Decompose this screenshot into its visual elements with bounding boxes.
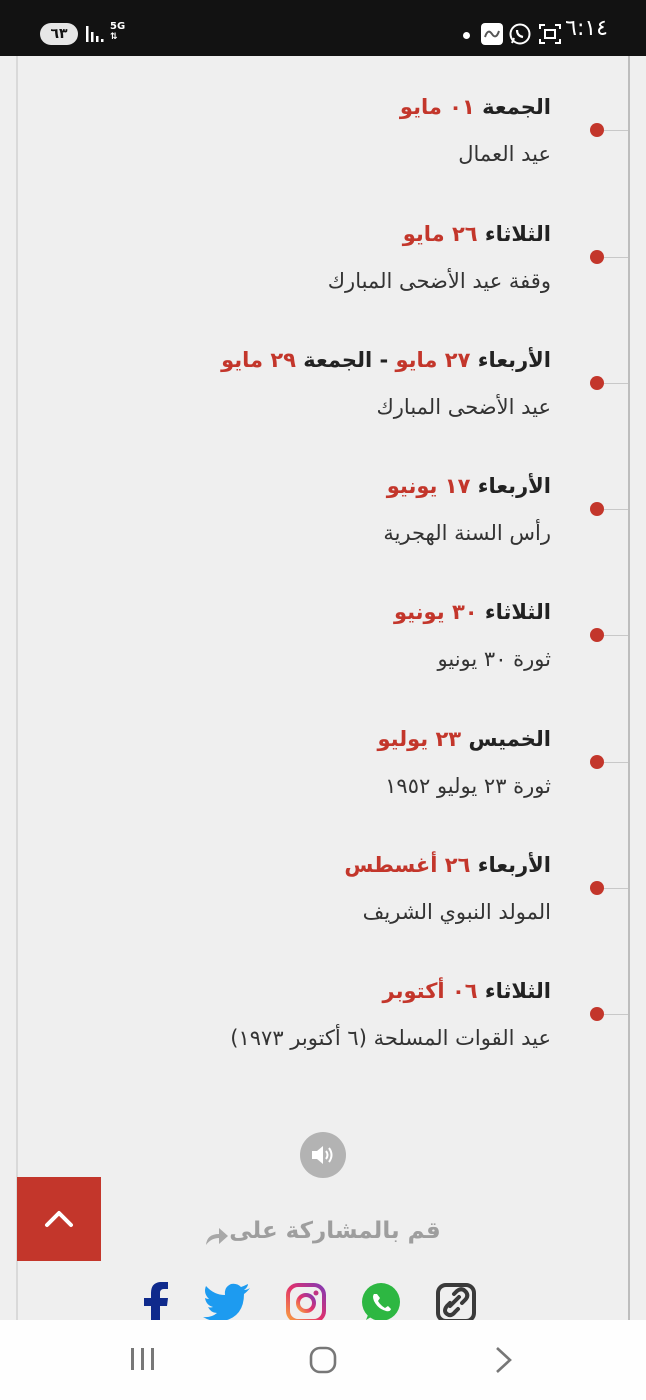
signal-icon xyxy=(86,24,106,44)
scroll-to-top-button[interactable] xyxy=(17,1177,101,1261)
timeline-connector xyxy=(604,383,628,384)
back-icon[interactable] xyxy=(492,1346,516,1374)
timeline-connector xyxy=(604,130,628,131)
holiday-name: المولد النبوي الشريف xyxy=(362,900,551,924)
timeline-marker xyxy=(590,628,604,642)
holiday-item xyxy=(31,977,551,1052)
holiday-date: الجمعة ٠١ مايو xyxy=(399,95,551,119)
holiday-name: وقفة عيد الأضحى المبارك xyxy=(327,269,551,293)
holiday-name: عيد القوات المسلحة (٦ أكتوبر ١٩٧٣) xyxy=(230,1026,551,1050)
screenshot-icon xyxy=(538,22,562,46)
timeline-marker xyxy=(590,1007,604,1021)
holiday-name: عيد العمال xyxy=(458,142,551,166)
system-navigation-bar xyxy=(0,1320,646,1400)
network-type: 5G ⇅ xyxy=(110,21,126,42)
holiday-date: الخميس ٢٣ يوليو xyxy=(377,727,551,751)
clock: ٦:١٤ xyxy=(565,16,608,41)
timeline-connector xyxy=(604,1014,628,1015)
holiday-item xyxy=(31,725,551,800)
timeline-marker xyxy=(590,123,604,137)
holiday-date: الثلاثاء ٣٠ يونيو xyxy=(393,600,551,624)
timeline-marker xyxy=(590,881,604,895)
whatsapp-icon[interactable] xyxy=(360,1282,402,1324)
twitter-icon[interactable] xyxy=(202,1282,252,1324)
status-bar xyxy=(0,0,646,56)
whatsapp-status-icon xyxy=(508,22,532,46)
speaker-icon xyxy=(309,1143,337,1167)
holiday-date: الأربعاء ٢٦ أغسطس xyxy=(344,853,551,877)
timeline-line xyxy=(628,56,630,1320)
chevron-up-icon xyxy=(44,1209,74,1229)
app-logo-icon xyxy=(480,22,504,46)
facebook-icon[interactable] xyxy=(142,1282,170,1324)
timeline-marker xyxy=(590,376,604,390)
notification-dot-icon xyxy=(463,32,470,39)
listen-audio-button[interactable] xyxy=(300,1132,346,1178)
holiday-date: الثلاثاء ٠٦ أكتوبر xyxy=(382,979,551,1003)
copy-link-icon[interactable] xyxy=(435,1282,477,1324)
timeline-marker xyxy=(590,502,604,516)
holiday-name: ثورة ٢٣ يوليو ١٩٥٢ xyxy=(385,774,551,798)
holiday-date: الأربعاء ٢٧ مايو - الجمعة ٢٩ مايو xyxy=(221,348,551,372)
holiday-date: الأربعاء ١٧ يونيو xyxy=(386,474,551,498)
timeline-connector xyxy=(604,888,628,889)
share-label: قم بالمشاركة على xyxy=(229,1218,441,1244)
recent-apps-icon[interactable] xyxy=(128,1346,158,1372)
home-icon[interactable] xyxy=(308,1346,338,1374)
holiday-date: الثلاثاء ٢٦ مايو xyxy=(402,222,551,246)
battery-indicator: ٦٣ xyxy=(40,23,78,45)
timeline-connector xyxy=(604,635,628,636)
holiday-name: رأس السنة الهجرية xyxy=(383,521,551,545)
holiday-item xyxy=(31,472,551,547)
timeline-connector xyxy=(604,509,628,510)
content-frame-border xyxy=(16,56,18,1320)
holiday-item xyxy=(31,851,551,926)
timeline-marker xyxy=(590,250,604,264)
holiday-item xyxy=(31,598,551,673)
timeline-marker xyxy=(590,755,604,769)
holiday-name: ثورة ٣٠ يونيو xyxy=(437,647,551,671)
holiday-item xyxy=(31,220,551,295)
timeline-connector xyxy=(604,762,628,763)
timeline-connector xyxy=(604,257,628,258)
holiday-item xyxy=(31,346,551,421)
holiday-item xyxy=(31,93,551,168)
holiday-name: عيد الأضحى المبارك xyxy=(376,395,551,419)
instagram-icon[interactable] xyxy=(285,1282,327,1324)
